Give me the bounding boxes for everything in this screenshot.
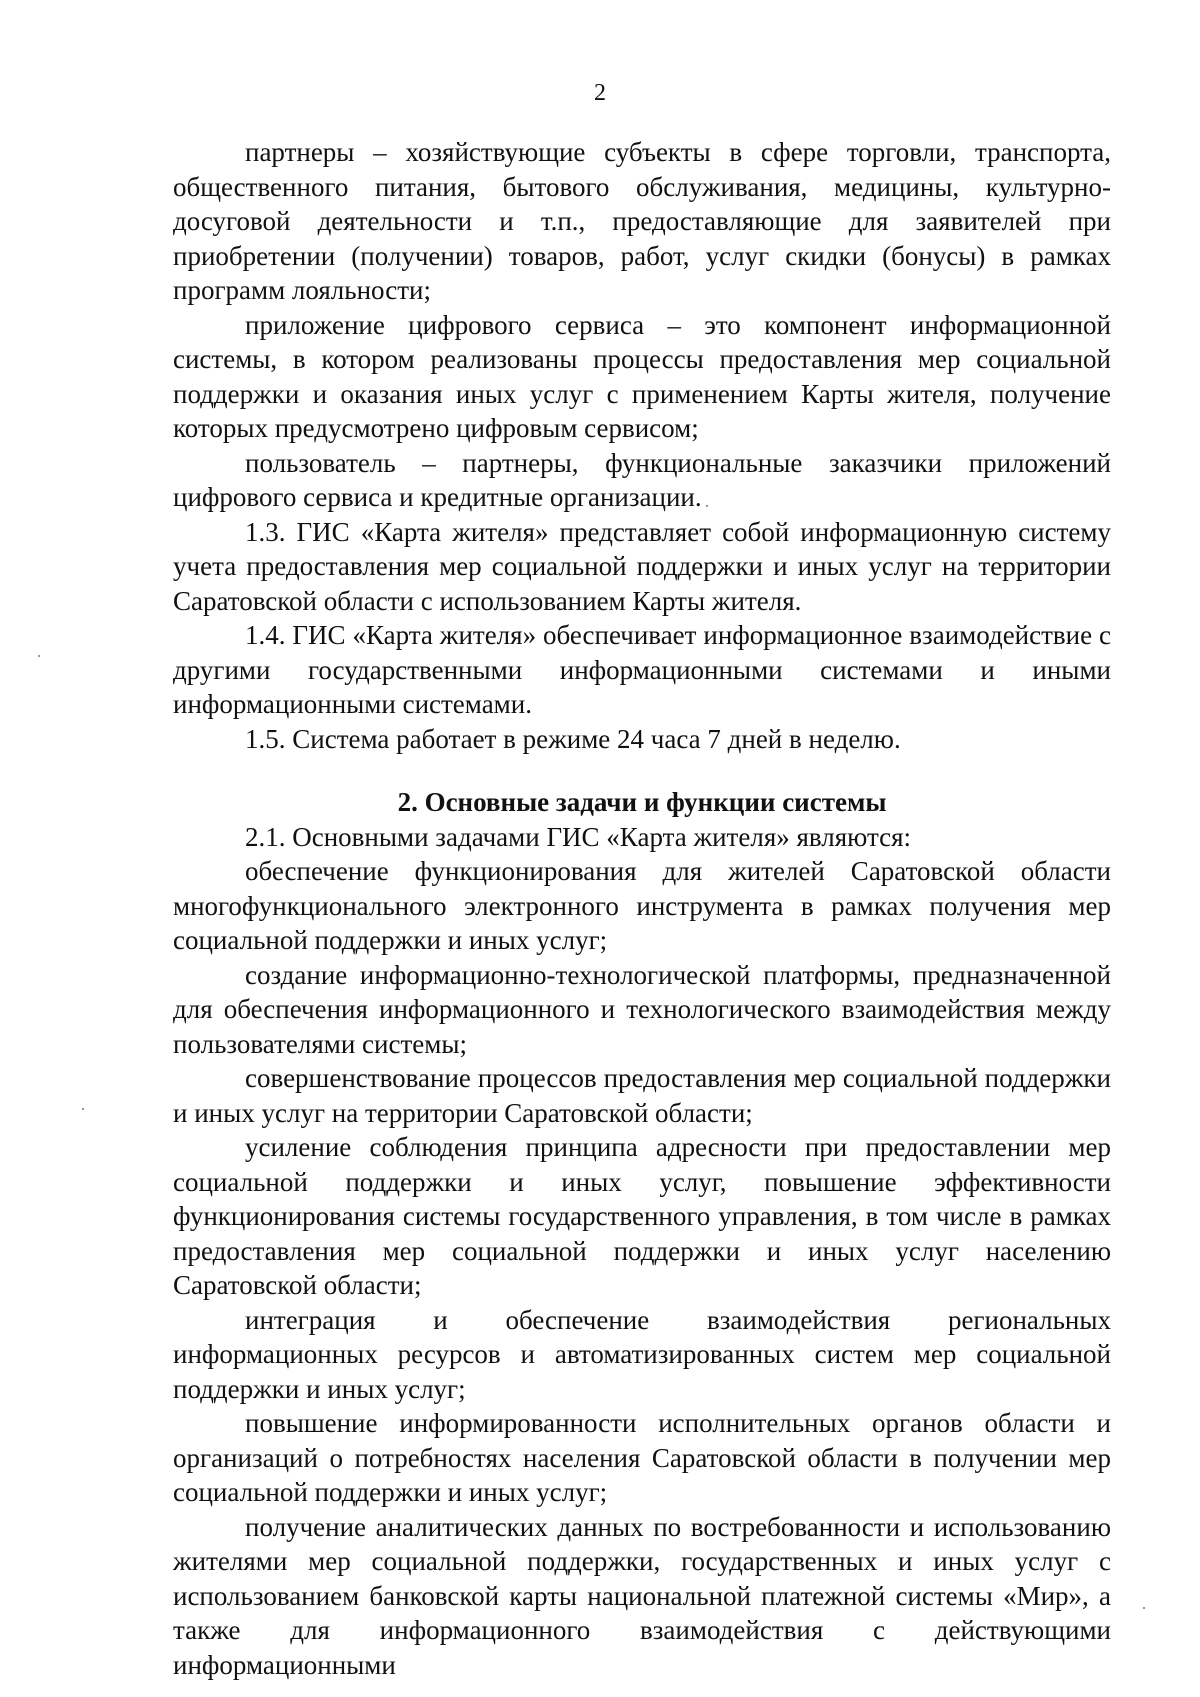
paragraph-app-definition: приложение цифрового сервиса – это компонент информационной системы, в котором реализованы процессы предоставления мер социальной поддержки и оказания иных услуг с применением Карты жителя, получение которых предусмотрено цифровым сервисом;: [173, 309, 1111, 443]
scan-speck: [82, 1108, 84, 1110]
list-item-task: повышение информированности исполнительных органов области и организаций о потребностях населения Саратовской области в получении мер социальной поддержки и иных услуг;: [173, 1408, 1111, 1507]
list-item-task: совершенствование процессов предоставления мер социальной поддержки и иных услуг на территории Саратовской области;: [173, 1063, 1111, 1128]
document-body: [173, 135, 1111, 1682]
list-item-task: создание информационно-технологической платформы, предназначенной для обеспечения информационного и технологического взаимодействия между пользователями системы;: [173, 959, 1111, 1059]
list-item-task: получение аналитических данных по востребованности и использованию жителями мер социальной поддержки, государственных и иных услуг с использованием банковской карты национальной платежной системы «Мир», а также для информационного взаимодействия с действующими информационными: [173, 1511, 1111, 1680]
paragraph-2-1: 2.1. Основными задачами ГИС «Карта жителя» являются:: [245, 821, 912, 852]
paragraph-1-4: 1.4. ГИС «Карта жителя» обеспечивает информационное взаимодействие с другими государственными информационными системами и иными информационными системами.: [173, 620, 1111, 719]
page-number: 2: [594, 80, 606, 106]
paragraph-user-definition: пользователь – партнеры, функциональные заказчики приложений цифрового сервиса и кредитные организации.: [173, 447, 1111, 512]
paragraph-1-3: 1.3. ГИС «Карта жителя» представляет собой информационную систему учета предоставления мер социальной поддержки и иных услуг на территории Саратовской области с использованием Карты жителя.: [173, 516, 1111, 616]
paragraph-partners-definition: партнеры – хозяйствующие субъекты в сфере торговли, транспорта, общественного питания, бытового обслуживания, медицины, культурно-досуговой деятельности и т.п., предоставляющие для заявителей при приобретении (получении) товаров, работ, услуг скидки (бонусы) в рамках программ лояльности;: [173, 137, 1111, 305]
list-item-task: интеграция и обеспечение взаимодействия региональных информационных ресурсов и автоматизированных систем мер социальной поддержки и иных услуг;: [173, 1304, 1111, 1404]
scan-speck: [1143, 1607, 1145, 1609]
list-item-task: усиление соблюдения принципа адресности при предоставлении мер социальной поддержки и иных услуг, повышение эффективности функционирования системы государственного управления, в том числе в рамках предоставления мер социальной поддержки и иных услуг населению Саратовской области;: [173, 1132, 1111, 1300]
scan-speck: [706, 505, 708, 507]
section-heading: 2. Основные задачи и функции системы: [397, 787, 887, 817]
scan-speck: [38, 655, 40, 657]
list-item-task: обеспечение функционирования для жителей Саратовской области многофункционального электронного инструмента в рамках получения мер социальной поддержки и иных услуг;: [173, 856, 1111, 955]
paragraph-1-5: 1.5. Система работает в режиме 24 часа 7 дней в неделю.: [245, 723, 901, 754]
